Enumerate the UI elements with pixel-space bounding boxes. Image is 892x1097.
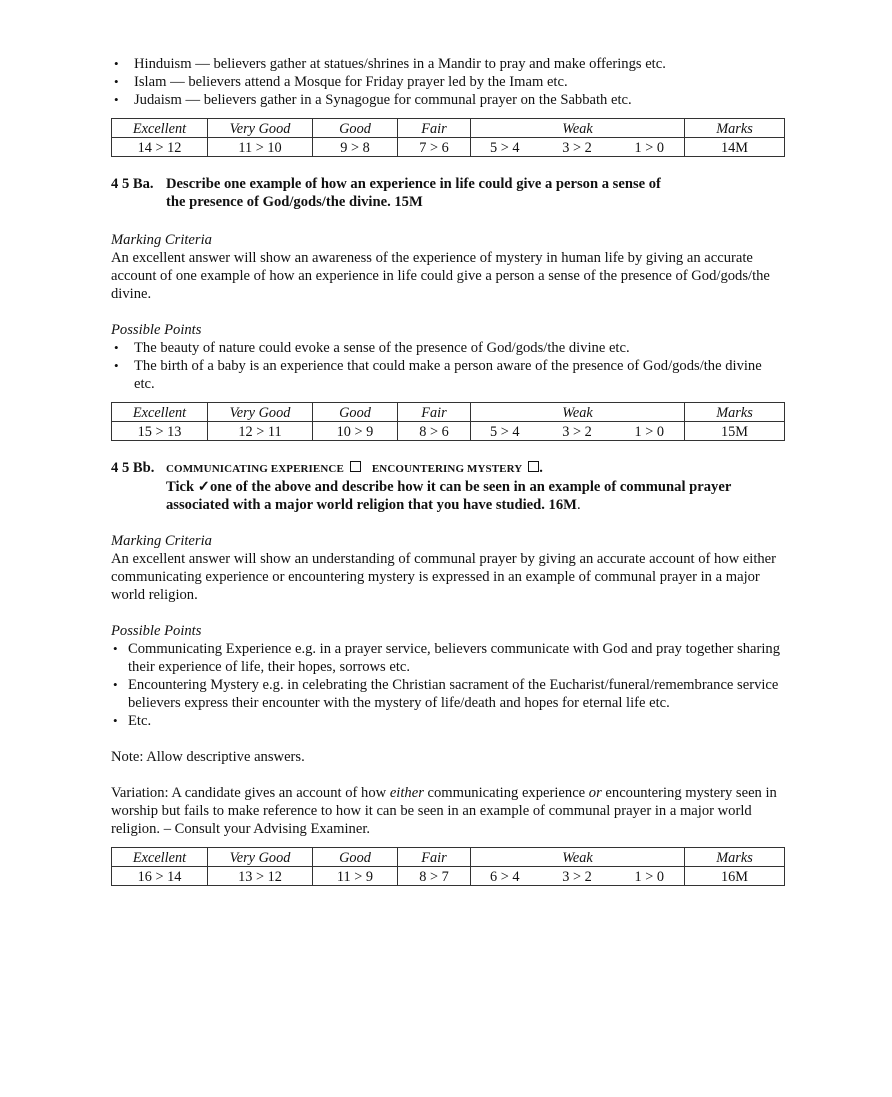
list-item: • The birth of a baby is an experience that could make a person aware of the presence of God/gods/the divine etc. <box>111 357 783 393</box>
grade-fair-header: Fair <box>398 848 471 867</box>
variation-text-part: Variation: A candidate gives an account of how <box>111 785 390 801</box>
question-number: 4 5 Bb. <box>111 460 155 476</box>
weak-range: 6 > 4 <box>490 868 520 885</box>
very-good-range: 11 > 10 <box>208 138 313 157</box>
grade-fair-header: Fair <box>398 403 471 422</box>
question-number: 4 5 Ba. <box>111 176 154 192</box>
question-45bb-heading: 4 5 Bb. COMMUNICATING EXPERIENCE ENCOUNTERING MYSTERY . Tick ✓one of the above and describe how it can be seen in an example of communal prayer associated with a major world religion that you have studied. 16M. <box>111 460 732 513</box>
question-text-line: associated with a major world religion that you have studied. 16M <box>166 497 577 513</box>
grade-header-row <box>112 119 785 138</box>
option-encountering-mystery: ENCOUNTERING MYSTERY <box>371 463 523 475</box>
variation-either: either <box>389 785 424 801</box>
question-text-line: the presence of God/gods/the divine. 15M <box>166 194 423 210</box>
grade-very-good-header: Very Good <box>208 119 313 138</box>
grade-excellent-header: Excellent <box>112 403 208 422</box>
possible-points-heading: Possible Points <box>111 322 202 338</box>
grade-very-good-header: Very Good <box>208 848 313 867</box>
weak-range: 3 > 2 <box>562 423 592 440</box>
grade-range-row <box>112 138 785 157</box>
total-marks: 16M <box>685 867 785 886</box>
weak-range: 1 > 0 <box>634 423 664 440</box>
checkbox-icon <box>528 461 539 472</box>
variation-text <box>111 784 783 838</box>
very-good-range: 13 > 12 <box>208 867 313 886</box>
note-text: Note: Allow descriptive answers. <box>111 749 305 765</box>
weak-ranges <box>471 422 685 441</box>
question-45ba-heading <box>111 175 783 211</box>
grade-good-header: Good <box>313 403 398 422</box>
checkbox-icon <box>350 461 361 472</box>
question-text-line: Describe one example of how an experience in life could give a person a sense of <box>166 176 661 192</box>
variation-text-part: encountering mystery seen in worship but fails to make reference to how it can be seen in an example of communal prayer in a major world religion. – Consult your Advising Examiner. <box>111 785 777 837</box>
good-range: 10 > 9 <box>313 422 398 441</box>
possible-points-heading: Possible Points <box>111 623 202 639</box>
excellent-range: 15 > 13 <box>112 422 208 441</box>
grade-good-header: Good <box>313 119 398 138</box>
variation-or: or <box>588 785 602 801</box>
weak-ranges <box>471 138 685 157</box>
possible-points-list <box>111 640 783 730</box>
good-range: 11 > 9 <box>313 867 398 886</box>
question-text-line: Tick ✓one of the above and describe how it can be seen in an example of communal prayer <box>166 479 732 495</box>
fair-range: 7 > 6 <box>398 138 471 157</box>
grade-weak-header: Weak <box>471 119 685 138</box>
grade-excellent-header: Excellent <box>112 848 208 867</box>
marking-criteria-text: An excellent answer will show an understanding of communal prayer by giving an accurate account of how either communicating experience or encountering mystery is expressed in an example of communal prayer in a major world religion. <box>111 551 777 603</box>
marking-criteria-heading: Marking Criteria <box>111 232 212 248</box>
grade-excellent-header: Excellent <box>112 119 208 138</box>
marks-table-15 <box>111 402 785 441</box>
list-item: • Etc. <box>111 712 783 730</box>
weak-range: 3 > 2 <box>562 868 592 885</box>
weak-range: 5 > 4 <box>490 139 520 156</box>
list-item: • Communicating Experience e.g. in a prayer service, believers communicate with God and pray together sharing their experience of life, their hopes, sorrows etc. <box>111 640 783 676</box>
excellent-range: 14 > 12 <box>112 138 208 157</box>
grade-weak-header: Weak <box>471 403 685 422</box>
possible-points-list <box>111 339 783 393</box>
grade-range-row <box>112 867 785 886</box>
list-item: • Judaism — believers gather in a Synagogue for communal prayer on the Sabbath etc. <box>111 91 783 109</box>
document-page <box>111 55 783 886</box>
weak-range: 5 > 4 <box>490 423 520 440</box>
list-item: • The beauty of nature could evoke a sense of the presence of God/gods/the divine etc. <box>111 339 783 357</box>
very-good-range: 12 > 11 <box>208 422 313 441</box>
good-range: 9 > 8 <box>313 138 398 157</box>
grade-range-row <box>112 422 785 441</box>
total-marks: 14M <box>685 138 785 157</box>
list-item: • Hinduism — believers gather at statues/shrines in a Mandir to pray and make offerings etc. <box>111 55 783 73</box>
grade-marks-header: Marks <box>685 403 785 422</box>
marks-table-16 <box>111 847 785 886</box>
total-marks: 15M <box>685 422 785 441</box>
grade-weak-header: Weak <box>471 848 685 867</box>
excellent-range: 16 > 14 <box>112 867 208 886</box>
marking-criteria-text: An excellent answer will show an awareness of the experience of mystery in human life by giving an accurate account of one example of how an experience in life could give a person a sense of the presence of God/gods/the divine. <box>111 250 770 302</box>
variation-text-part: communicating experience <box>423 785 589 801</box>
marking-criteria-heading: Marking Criteria <box>111 533 212 549</box>
marks-table-14 <box>111 118 785 157</box>
list-item: • Islam — believers attend a Mosque for Friday prayer led by the Imam etc. <box>111 73 783 91</box>
grade-good-header: Good <box>313 848 398 867</box>
list-item: • Encountering Mystery e.g. in celebrating the Christian sacrament of the Eucharist/funeral/remembrance service believers express their encounter with the mystery of life/death and hopes for eternal life etc. <box>111 676 783 712</box>
fair-range: 8 > 6 <box>398 422 471 441</box>
grade-very-good-header: Very Good <box>208 403 313 422</box>
weak-range: 1 > 0 <box>634 868 664 885</box>
grade-header-row <box>112 403 785 422</box>
grade-marks-header: Marks <box>685 848 785 867</box>
weak-range: 1 > 0 <box>634 139 664 156</box>
option-communicating-experience: COMMUNICATING EXPERIENCE <box>166 463 344 475</box>
grade-fair-header: Fair <box>398 119 471 138</box>
grade-header-row <box>112 848 785 867</box>
weak-ranges <box>471 867 685 886</box>
weak-range: 3 > 2 <box>562 139 592 156</box>
grade-marks-header: Marks <box>685 119 785 138</box>
fair-range: 8 > 7 <box>398 867 471 886</box>
religion-examples-list <box>111 55 783 109</box>
